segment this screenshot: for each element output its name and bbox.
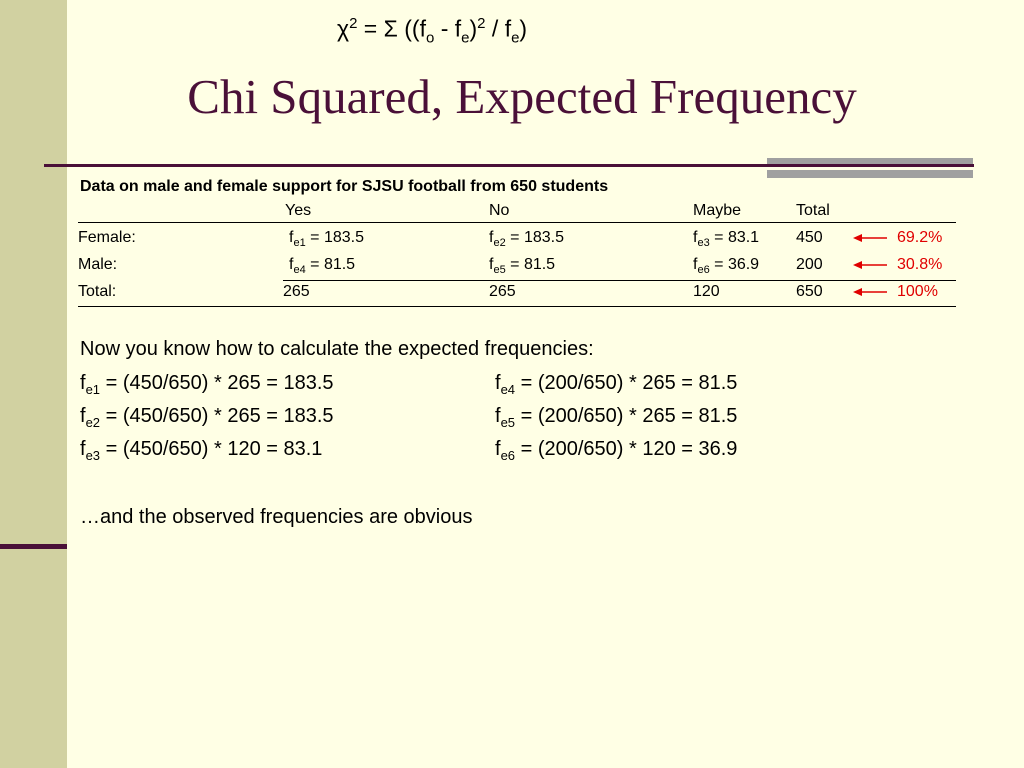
title-divider: [44, 164, 974, 167]
calc-fe6: $f_{e6} = (200/650) * 120 = 36.9$: [495, 438, 738, 463]
cell-total-yes: 265: [283, 283, 310, 300]
table-caption: Data on male and female support for SJSU football from 650 students: [80, 178, 609, 195]
sidebar-accent-line: [0, 544, 67, 549]
cell-female-total: 450: [796, 229, 823, 246]
calc-fe4: $f_{e4} = (200/650) * 265 = 81.5$: [495, 372, 738, 397]
cell-female-yes: $f_{e1} = 183.5$: [289, 229, 364, 250]
chi-symbol: χ: [337, 15, 350, 42]
pct-total: 100%: [897, 283, 938, 300]
calc-fe1: $f_{e1} = (450/650) * 265 = 183.5$: [80, 372, 334, 397]
calc-fe5: $f_{e5} = (200/650) * 265 = 81.5$: [495, 405, 738, 430]
row-label-total: Total:: [78, 283, 117, 300]
pct-male: 30.8%: [897, 256, 943, 273]
cell-total-total: 650: [796, 283, 823, 300]
cell-total-no: 265: [489, 283, 516, 300]
row-label-male: Male:: [78, 256, 118, 273]
arrow-left-icon: [853, 233, 887, 243]
row-label-female: Female:: [78, 229, 136, 246]
table-header-line: [78, 222, 956, 223]
cell-male-no: $f_{e5} = 81.5$: [489, 256, 556, 277]
slide-title: Chi Squared, Expected Frequency: [187, 69, 857, 124]
cell-male-yes: $f_{e4} = 81.5$: [289, 256, 356, 277]
cell-male-total: 200: [796, 256, 823, 273]
sigma-symbol: Σ: [383, 15, 398, 42]
explanation-outro: …and the observed frequencies are obvious: [80, 506, 473, 528]
chi-squared-formula: $\chi^2 = \Sigma$ $((f_o - f_e)^2 / f_e)$: [337, 15, 528, 47]
arrow-left-icon: [853, 287, 887, 297]
header-total: Total: [796, 202, 830, 219]
table-bottom-line: [78, 306, 956, 307]
cell-total-maybe: 120: [693, 283, 720, 300]
explanation-intro: Now you know how to calculate the expected frequencies:: [80, 338, 594, 360]
arrow-left-icon: [853, 260, 887, 270]
cell-male-maybe: $f_{e6} = 36.9$: [693, 256, 760, 277]
header-maybe: Maybe: [693, 202, 742, 219]
calc-fe3: $f_{e3} = (450/650) * 120 = 83.1$: [80, 438, 323, 463]
calc-fe2: $f_{e2} = (450/650) * 265 = 183.5$: [80, 405, 334, 430]
table-total-line: [283, 280, 956, 281]
gray-accent-bar-bottom: [767, 170, 973, 178]
header-no: No: [489, 202, 510, 219]
cell-female-maybe: $f_{e3} = 83.1$: [693, 229, 760, 250]
cell-female-no: $f_{e2} = 183.5$: [489, 229, 564, 250]
header-yes: Yes: [285, 202, 312, 219]
pct-female: 69.2%: [897, 229, 943, 246]
